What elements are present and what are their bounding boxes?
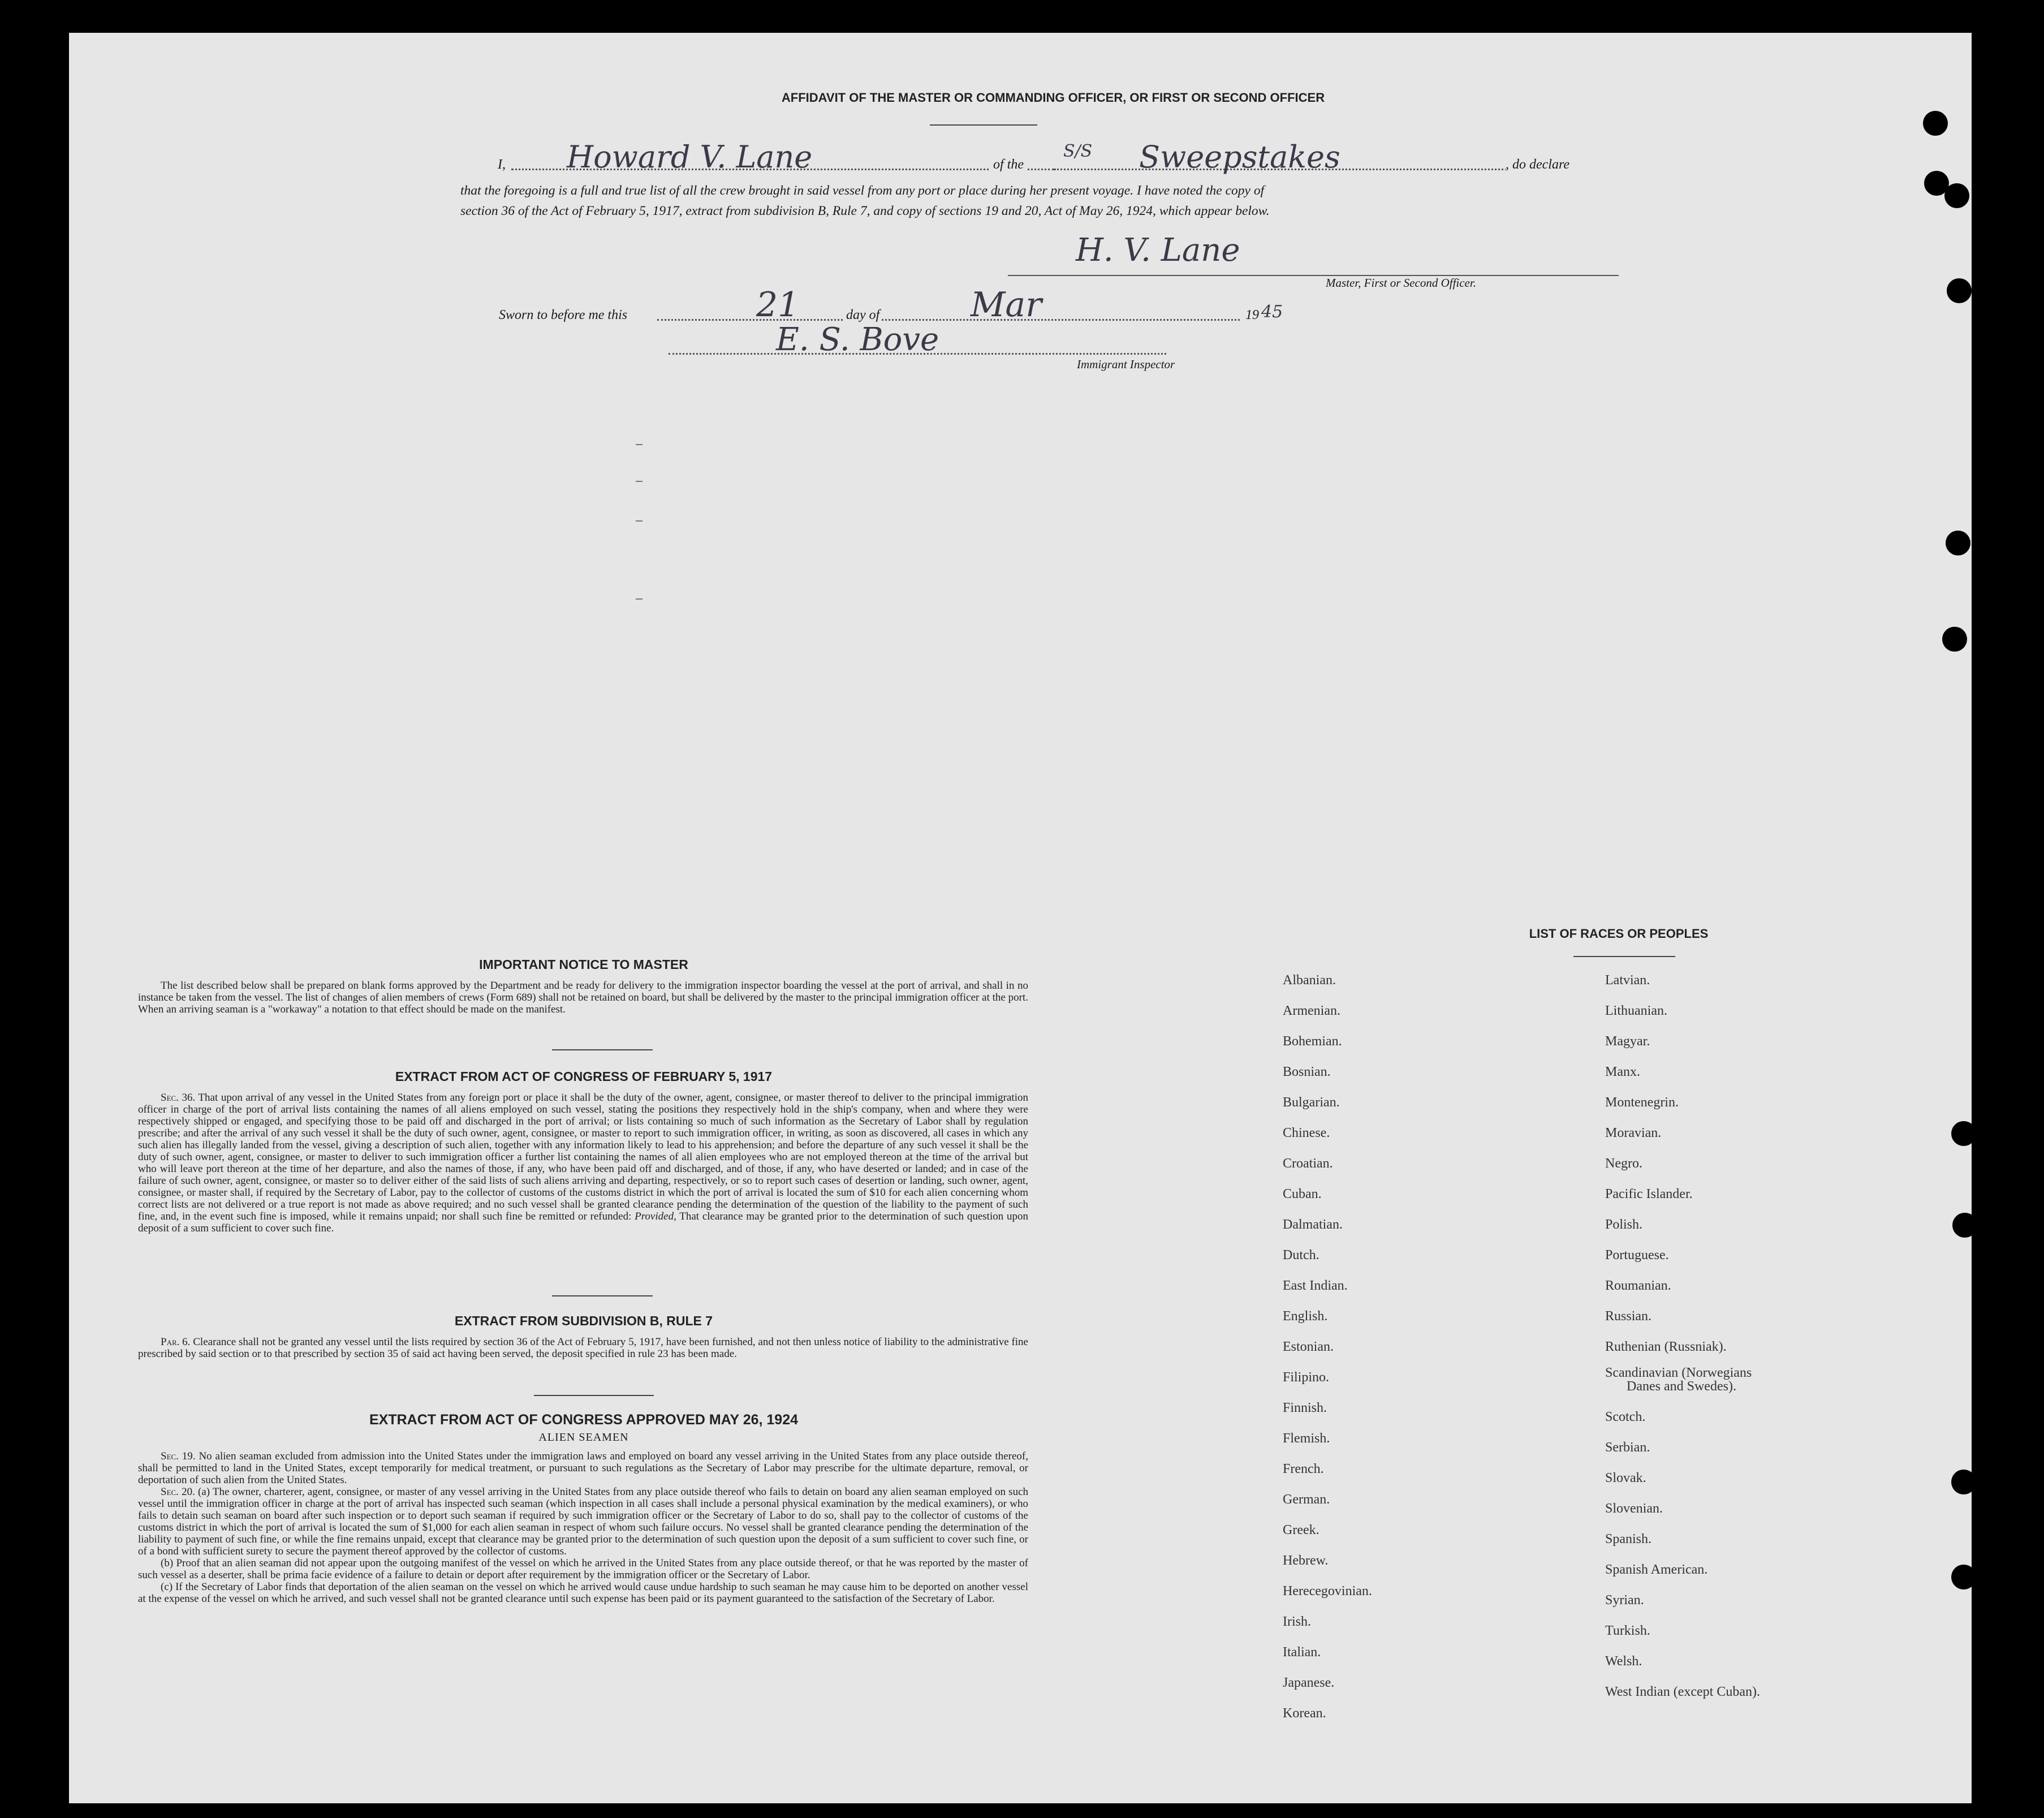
binder-hole [1947,278,1972,303]
inspector-signature: E. S. Bove [776,321,939,358]
year-prefix: 19 [1245,308,1259,322]
tick-mark [636,598,642,600]
race-item: Greek. [1283,1523,1319,1537]
race-item: German. [1283,1492,1330,1507]
sec-20b-paragraph: (b) Proof that an alien seaman did not appear upon the outgoing manifest of the vessel on which he arrived in the United States from any place outside thereof, or that he was reported by the master of such vessel as a deserter, shall be prima facie evidence of a failure to detain or deport after requirement by the immigration officer or the Secretary of Labor. [138,1557,1028,1581]
binder-hole [1923,111,1948,136]
binder-hole [1942,627,1967,652]
notice-text: The list described below shall be prepared on blank forms approved by the Department and be ready for delivery to the immigration inspector boarding the vessel at the port of arrival, and shall in no instance be taken from the vessel. The list of changes of alien members of crews (Form 689) shall not be retained on board, but shall be delivered by the master to the principal immigration officer at the port. When an arriving seaman is a "workaway" a notation to that effect should be made on the manifest. [138,980,1028,1015]
title-underline [930,124,1037,126]
rule7-rule [534,1395,654,1396]
race-item: East Indian. [1283,1278,1348,1293]
do-declare-label: , do declare [1506,157,1570,172]
race-item: Filipino. [1283,1370,1330,1385]
extract-1917-rule [552,1295,653,1296]
affidavit-line-2: that the foregoing is a full and true list of all the crew brought in said vessel from any port or place during her present voyage. I have noted the copy of [460,183,1265,198]
race-item: Croatian. [1283,1156,1333,1171]
binder-hole [1951,1470,1976,1494]
signature-line [1008,275,1619,276]
tick-mark [636,481,642,482]
extract-1917-title: EXTRACT FROM ACT OF CONGRESS OF FEBRUARY 5, 1917 [395,1069,773,1084]
race-item: Roumanian. [1605,1278,1671,1293]
sec-20a-body: (a) The owner, charterer, agent, consignee, or master of any vessel arriving in the United States from any place outside thereof who fails to detain on board any alien seaman employed on such vessel until the immigration officer in charge at the port of arrival has inspected such seaman (which inspection in all cases shall include a personal physical examination by the medical examiners), or who fails to detain such seaman on board after such inspection or to deport such seaman if required by such immigration officer or the Secretary of Labor to do so, shall pay to the collector of customs of the customs district in which the port of arrival is located the sum of $1,000 for each alien seaman in respect of whom such failure occurs. No vessel shall be granted clearance pending the determination of the liability to payment of such fine, or while the fine remains unpaid, except that clearance may be granted prior to the determination of such question upon the deposit of a sum sufficient to cover such fine, or of a bond with sufficient surety to secure the payment thereof approved by the collector of customs. [138,1486,1029,1557]
sworn-label: Sworn to before me this [499,308,628,322]
rule7-title: EXTRACT FROM SUBDIVISION B, RULE 7 [454,1313,713,1328]
sec-19-paragraph [138,1450,1028,1486]
sec-36-end: That clearance may be granted prior to the determination of such question upon deposit of a sum sufficient to cover such fine. [138,1210,1029,1234]
race-item: Portuguese. [1605,1248,1669,1263]
sec-19-label: Sec. 19. [161,1450,196,1462]
races-title: LIST OF RACES OR PEOPLES [1529,927,1709,941]
race-item: Moravian. [1605,1126,1662,1140]
race-item: Korean. [1283,1706,1326,1721]
race-item: Estonian. [1283,1339,1334,1354]
race-item: Bohemian. [1283,1034,1342,1049]
extract-1924-title: EXTRACT FROM ACT OF CONGRESS APPROVED MAY 26, 1924 [369,1412,799,1428]
race-item: French. [1283,1462,1324,1476]
race-item: Pacific Islander. [1605,1187,1693,1201]
race-item: Welsh. [1605,1654,1642,1669]
race-item: Irish. [1283,1614,1311,1629]
binder-hole [1951,1565,1976,1589]
binder-hole [1951,1121,1976,1146]
race-item: Japanese. [1283,1675,1335,1690]
race-item: Bosnian. [1283,1065,1331,1079]
provided-label: Provided, [635,1210,676,1222]
race-item: Armenian. [1283,1003,1340,1018]
tick-mark [636,444,642,445]
sec-19-body: No alien seaman excluded from admission into the United States under the immigration laws and employed on board any vessel arriving in the United States from any place outside thereof, shall be permitted to land in the United States, except temporarily for medical treatment, or pursuant to such regulations as the Secretary of Labor may prescribe for the ultimate departure, removal, or deportation of such alien from the United States. [138,1450,1029,1486]
race-item: Italian. [1283,1645,1321,1660]
extract-1924-text [138,1450,1028,1605]
race-item: Latvian. [1605,973,1650,988]
sec-36-body: That upon arrival of any vessel in the United States from any foreign port or place it shall be the duty of the owner, agent, consignee, or master thereof to deliver to the principal immigration officer in charge of the port of arrival lists containing the names of all aliens employed on such vessel, stating the positions they respectively hold in the ship's company, when and where they were respectively shipped or engaged, and specifying those to be paid off and discharged in the port of arrival; or lists containing so much of such information as the Secretary of Labor shall by regulation prescribe; and after the arrival of any such vessel it shall be the duty of such owner, agent, consignee, or master to report to such immigration officer, in writing, as soon as discovered, all cases in which any such alien has illegally landed from the vessel, giving a description of such alien, together with any information likely to lead to his apprehension; and before the departure of any such vessel it shall be the duty of such owner, agent, consignee, or master to deliver to such immigration officer a further list containing the names of all alien employees who are not employed thereon at the time of the arrival but who will leave port thereon at the time of her departure, and also the names of those, if any, who have been paid off and discharged, and of those, if any, who have deserted or landed; and in case of the failure of such owner, agent, consignee, or master so to deliver either of the said lists of such aliens arriving and departing, respectively, or so to report such cases of desertion or landing, such owner, agent, consignee, or master shall, if required by the Secretary of Labor, pay to the collector of customs of the customs district in which the port of arrival is located the sum of $10 for each alien concerning whom correct lists are not delivered or a true report is not made as above required; and no such vessel shall be granted clearance pending the determination of the question of the liability to the payment of such fine, and, in the event such fine is imposed, while it remains unpaid; nor shall such fine be remitted or refunded: [138,1092,1028,1222]
race-item: Chinese. [1283,1126,1330,1140]
year-suffix-handwritten: 45 [1261,302,1283,322]
race-item: Russian. [1605,1309,1652,1324]
binder-hole [1946,531,1970,555]
race-item: Finnish. [1283,1401,1327,1415]
race-item: Spanish. [1605,1532,1652,1546]
of-the-label: of the [990,157,1027,173]
master-name-handwritten: Howard V. Lane [567,139,813,175]
race-item: Bulgarian. [1283,1095,1340,1110]
race-item: English. [1283,1309,1328,1324]
race-item: Cuban. [1283,1187,1322,1201]
vessel-prefix-handwritten: S/S [1063,141,1093,161]
race-item: Polish. [1605,1217,1643,1232]
race-item: Ruthenian (Russniak). [1605,1339,1727,1354]
race-item: Scandinavian (Norwegians [1605,1365,1752,1380]
par-6-body: Clearance shall not be granted any vessel until the lists required by section 36 of the Act of February 5, 1917, have been furnished, and not then unless notice of liability to the administrative fine prescribed by said section or to that prescribed by section 35 of said act having been served, the deposit specified in rule 23 has been made. [138,1336,1028,1360]
document-sheet [69,33,1972,1803]
sworn-month-handwritten: Mar [971,285,1042,325]
race-item: Dalmatian. [1283,1217,1343,1232]
race-item: Magyar. [1605,1034,1650,1049]
affidavit-line-3: section 36 of the Act of February 5, 1917, extract from subdivision B, Rule 7, and copy of sections 19 and 20, Act of May 26, 1924, which appear below. [460,204,1270,218]
race-item: Turkish. [1605,1623,1650,1638]
races-rule [1573,956,1675,957]
sworn-day-handwritten: 21 [756,285,800,325]
binder-hole [1944,183,1969,208]
sec-36-label: Sec. 36. [161,1092,196,1104]
binder-hole [1952,1213,1977,1238]
race-item: Serbian. [1605,1440,1650,1455]
notice-title: IMPORTANT NOTICE TO MASTER [479,957,688,972]
race-item: Hebrew. [1283,1553,1329,1568]
master-caption: Master, First or Second Officer. [1326,276,1476,290]
race-item: Flemish. [1283,1431,1330,1446]
sec-20c-paragraph: (c) If the Secretary of Labor finds that deportation of the alien seaman on the vessel on which he arrived would cause undue hardship to such seaman he may cause him to be deported on another vessel at the expense of the vessel on which he arrived, and such vessel shall not be granted clearance until such expense has been paid or its payment guaranteed to the satisfaction of the Secretary of Labor. [138,1581,1028,1605]
extract-1924-subtitle: ALIEN SEAMEN [538,1431,629,1444]
vessel-name-handwritten: Sweepstakes [1139,139,1340,175]
par-6-label: Par. 6. [161,1336,191,1348]
race-item: Syrian. [1605,1593,1644,1608]
races-left-column [1283,973,1520,1742]
race-item: Montenegrin. [1605,1095,1679,1110]
race-item: Scotch. [1605,1410,1646,1424]
sworn-date-line [657,319,1240,321]
race-item: Slovak. [1605,1471,1646,1485]
sec-20a-paragraph [138,1486,1028,1557]
i-label: I, [498,157,506,172]
notice-rule [552,1049,653,1050]
race-item: Spanish American. [1605,1562,1708,1577]
affidavit-title: AFFIDAVIT OF THE MASTER OR COMMANDING OFFICER, OR FIRST OR SECOND OFFICER [781,91,1325,105]
race-item: West Indian (except Cuban). [1605,1685,1760,1699]
race-item: Manx. [1605,1065,1640,1079]
day-of-label: day of [844,308,882,323]
race-item: Dutch. [1283,1248,1319,1263]
master-signature: H. V. Lane [1076,232,1240,269]
race-item: Albanian. [1283,973,1336,988]
extract-1917-text [138,1092,1028,1234]
race-item: Danes and Swedes). [1627,1379,1736,1394]
race-item: Herecegovinian. [1283,1584,1372,1599]
race-item: Lithuanian. [1605,1003,1667,1018]
rule7-text [138,1336,1028,1360]
tick-mark [636,520,642,522]
race-item: Slovenian. [1605,1501,1663,1516]
inspector-caption: Immigrant Inspector [1077,357,1175,371]
races-right-column [1605,973,1899,1742]
race-item: Negro. [1605,1156,1642,1171]
sec-20-label: Sec. 20. [161,1486,195,1498]
